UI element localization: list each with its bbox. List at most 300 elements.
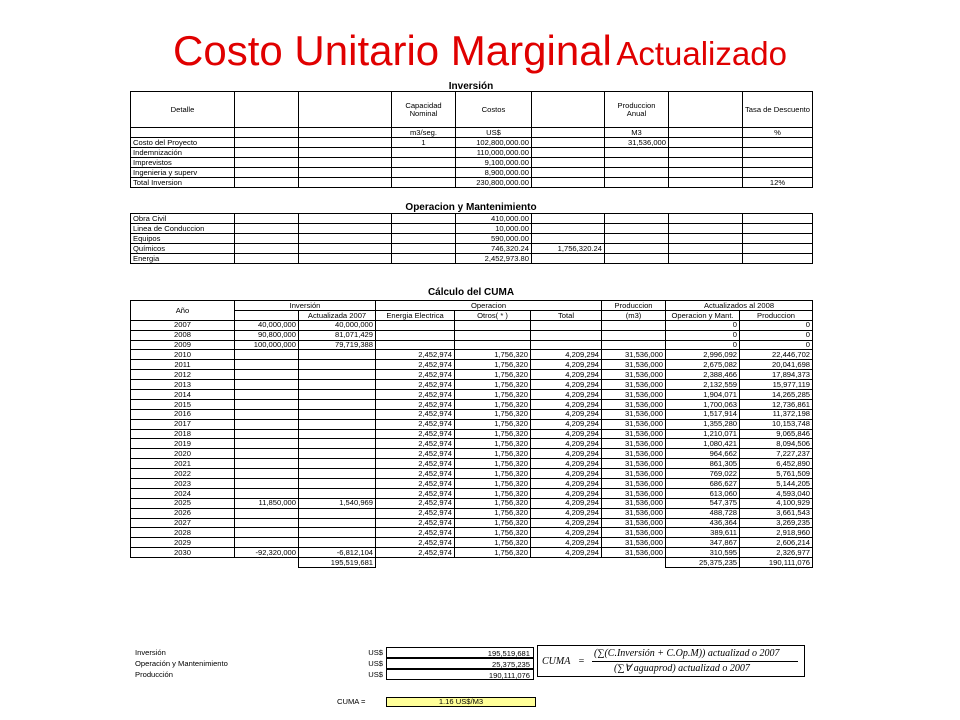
cell-year: 2012 (131, 370, 235, 380)
cost-value: 230,800,000.00 (456, 178, 532, 188)
cell-year: 2011 (131, 360, 235, 370)
cell-produccion-m3: 31,536,000 (602, 439, 666, 449)
cell-op-mant-actualizado: 1,517,914 (666, 409, 740, 419)
cell-energia: 2,452,974 (376, 479, 455, 489)
investment-header-row (131, 92, 813, 128)
cuma-row (131, 479, 813, 489)
cell-op-mant-actualizado: 347,867 (666, 538, 740, 548)
cell-year: 2028 (131, 528, 235, 538)
header-prod: Produccion (740, 310, 813, 320)
cell-produccion-m3: 31,536,000 (602, 380, 666, 390)
production-value (605, 158, 669, 168)
cell-total: 4,209,294 (531, 459, 602, 469)
cell-energia (376, 330, 455, 340)
cell-inversion-actualizada (299, 350, 376, 360)
header-anio: Año (131, 301, 235, 321)
cuma-row (131, 399, 813, 409)
cost-value: 2,452,973.80 (456, 254, 532, 264)
rate-value (743, 138, 813, 148)
cell-op-mant-actualizado: 547,375 (666, 498, 740, 508)
header-otros: Otros( * ) (455, 310, 531, 320)
cell-produccion-actualizada: 12,736,861 (740, 399, 813, 409)
header-act2007: Actualizada 2007 (299, 310, 376, 320)
extra-value (532, 234, 605, 244)
cell-year: 2022 (131, 469, 235, 479)
cell-energia: 2,452,974 (376, 498, 455, 508)
om-row (131, 234, 813, 244)
header-actualizados: Actualizados al 2008 (666, 301, 813, 311)
cell-op-mant-actualizado: 1,904,071 (666, 390, 740, 400)
cell-produccion-actualizada: 14,265,285 (740, 390, 813, 400)
cell-produccion-m3 (602, 330, 666, 340)
header-costos: Costos (456, 92, 532, 128)
cell-op-mant-actualizado: 2,996,092 (666, 350, 740, 360)
cuma-row (131, 340, 813, 350)
cell-produccion-actualizada: 0 (740, 340, 813, 350)
page-title (0, 27, 960, 74)
cell-energia: 2,452,974 (376, 360, 455, 370)
om-heading: Operacion y Mantenimiento (405, 202, 537, 213)
cell-produccion-m3: 31,536,000 (602, 498, 666, 508)
cell-inversion (235, 449, 299, 459)
cell-inversion: 90,800,000 (235, 330, 299, 340)
investment-units-row (131, 128, 813, 138)
cell-total: 4,209,294 (531, 488, 602, 498)
cell-inversion (235, 508, 299, 518)
cell-energia: 2,452,974 (376, 469, 455, 479)
formula-numerator: (∑(C.Inversión + C.Op.M)) actualizad o 2007 (594, 648, 780, 659)
cell-energia: 2,452,974 (376, 439, 455, 449)
cuma-value: 1.16 US$/M3 (386, 697, 536, 707)
cell-inversion (235, 439, 299, 449)
cuma-row (131, 459, 813, 469)
unit-tasa: % (743, 128, 813, 138)
cell-otros (455, 340, 531, 350)
cell-otros: 1,756,320 (455, 370, 531, 380)
row-label: Imprevistos (131, 158, 235, 168)
total-produccion: 190,111,076 (740, 558, 813, 568)
row-label: Obra Civil (131, 214, 235, 224)
cell-otros: 1,756,320 (455, 538, 531, 548)
cell-inversion-actualizada (299, 508, 376, 518)
cell-produccion-m3: 31,536,000 (602, 360, 666, 370)
cell-inversion-actualizada (299, 390, 376, 400)
cuma-row (131, 429, 813, 439)
cell-total (531, 330, 602, 340)
summary-unit: US$ (368, 659, 383, 668)
cell-total (531, 340, 602, 350)
formula-lhs: CUMA (542, 656, 571, 667)
investment-row (131, 138, 813, 148)
cell-otros: 1,756,320 (455, 479, 531, 489)
cell-energia: 2,452,974 (376, 538, 455, 548)
cell-op-mant-actualizado: 2,388,466 (666, 370, 740, 380)
summary-value: 190,111,076 (386, 669, 534, 680)
cell-total (531, 320, 602, 330)
cell-op-mant-actualizado: 964,662 (666, 449, 740, 459)
cell-inversion-actualizada (299, 409, 376, 419)
header-tasa: Tasa de Descuento (743, 92, 813, 128)
cell-year: 2029 (131, 538, 235, 548)
cell-produccion-m3: 31,536,000 (602, 488, 666, 498)
cell-inversion-actualizada (299, 429, 376, 439)
cell-op-mant-actualizado: 488,728 (666, 508, 740, 518)
header-operacion: Operacion (376, 301, 602, 311)
om-row (131, 254, 813, 264)
title-main: Costo Unitario Marginal (173, 27, 612, 74)
cell-produccion-actualizada: 15,977,119 (740, 380, 813, 390)
cell-produccion-actualizada: 10,153,748 (740, 419, 813, 429)
cell-otros: 1,756,320 (455, 459, 531, 469)
cell-op-mant-actualizado: 1,355,280 (666, 419, 740, 429)
capacity-value (392, 148, 456, 158)
cell-total: 4,209,294 (531, 350, 602, 360)
capacity-value: 1 (392, 138, 456, 148)
header-detalle: Detalle (131, 92, 235, 128)
total-operacion: 25,375,235 (666, 558, 740, 568)
cell-produccion-m3: 31,536,000 (602, 479, 666, 489)
cell-inversion-actualizada (299, 439, 376, 449)
cell-op-mant-actualizado: 389,611 (666, 528, 740, 538)
cell-inversion (235, 429, 299, 439)
cost-value: 110,000,000.00 (456, 148, 532, 158)
cell-total: 4,209,294 (531, 419, 602, 429)
cell-op-mant-actualizado: 861,305 (666, 459, 740, 469)
cell-inversion-actualizada (299, 449, 376, 459)
cell-produccion-m3: 31,536,000 (602, 459, 666, 469)
cell-energia: 2,452,974 (376, 370, 455, 380)
cell-produccion-actualizada: 2,918,960 (740, 528, 813, 538)
cell-inversion (235, 479, 299, 489)
cell-inversion (235, 370, 299, 380)
cell-total: 4,209,294 (531, 449, 602, 459)
cell-inversion (235, 360, 299, 370)
cell-energia: 2,452,974 (376, 350, 455, 360)
cell-produccion-actualizada: 2,606,214 (740, 538, 813, 548)
cell-energia (376, 320, 455, 330)
cell-produccion-m3: 31,536,000 (602, 538, 666, 548)
cell-total: 4,209,294 (531, 380, 602, 390)
cell-otros: 1,756,320 (455, 449, 531, 459)
cell-total: 4,209,294 (531, 469, 602, 479)
summary-value: 25,375,235 (386, 658, 534, 669)
cost-value: 102,800,000.00 (456, 138, 532, 148)
cell-inversion (235, 380, 299, 390)
cell-energia: 2,452,974 (376, 528, 455, 538)
cell-otros: 1,756,320 (455, 488, 531, 498)
cell-otros: 1,756,320 (455, 528, 531, 538)
cell-produccion-m3: 31,536,000 (602, 548, 666, 558)
cell-inversion: 40,000,000 (235, 320, 299, 330)
cell-total: 4,209,294 (531, 548, 602, 558)
header-m3: (m3) (602, 310, 666, 320)
cell-otros: 1,756,320 (455, 439, 531, 449)
cell-otros: 1,756,320 (455, 518, 531, 528)
cell-inversion: 11,850,000 (235, 498, 299, 508)
capacity-value (392, 158, 456, 168)
summary-label: Producción (135, 670, 173, 679)
cell-year: 2016 (131, 409, 235, 419)
cell-produccion-m3: 31,536,000 (602, 409, 666, 419)
cell-year: 2009 (131, 340, 235, 350)
cell-produccion-m3: 31,536,000 (602, 508, 666, 518)
cell-inversion-actualizada: 40,000,000 (299, 320, 376, 330)
cell-op-mant-actualizado: 686,627 (666, 479, 740, 489)
cell-op-mant-actualizado: 769,022 (666, 469, 740, 479)
cuma-row (131, 370, 813, 380)
production-value (605, 168, 669, 178)
cell-produccion-m3: 31,536,000 (602, 399, 666, 409)
cell-inversion (235, 399, 299, 409)
cost-value: 410,000.00 (456, 214, 532, 224)
cell-otros: 1,756,320 (455, 380, 531, 390)
cell-otros: 1,756,320 (455, 469, 531, 479)
investment-row (131, 178, 813, 188)
cuma-row (131, 419, 813, 429)
cell-produccion-actualizada: 8,094,506 (740, 439, 813, 449)
production-value (605, 178, 669, 188)
cell-year: 2024 (131, 488, 235, 498)
cuma-row (131, 360, 813, 370)
cell-inversion-actualizada: 1,540,969 (299, 498, 376, 508)
cell-otros: 1,756,320 (455, 360, 531, 370)
cell-total: 4,209,294 (531, 479, 602, 489)
cell-otros: 1,756,320 (455, 498, 531, 508)
cell-year: 2020 (131, 449, 235, 459)
cell-produccion-m3: 31,536,000 (602, 469, 666, 479)
header-total: Total (531, 310, 602, 320)
cell-year: 2021 (131, 459, 235, 469)
cell-year: 2023 (131, 479, 235, 489)
row-label: Químicos (131, 244, 235, 254)
row-label: Ingenieria y superv (131, 168, 235, 178)
cell-produccion-actualizada: 3,661,543 (740, 508, 813, 518)
cuma-row (131, 409, 813, 419)
unit-costos: US$ (456, 128, 532, 138)
cell-produccion-m3: 31,536,000 (602, 449, 666, 459)
cell-total: 4,209,294 (531, 390, 602, 400)
cell-otros: 1,756,320 (455, 409, 531, 419)
row-label: Equipos (131, 234, 235, 244)
cell-inversion (235, 518, 299, 528)
cell-inversion (235, 459, 299, 469)
cell-produccion-m3 (602, 320, 666, 330)
cell-otros (455, 320, 531, 330)
row-label: Total Inversion (131, 178, 235, 188)
cell-year: 2025 (131, 498, 235, 508)
cell-year: 2013 (131, 380, 235, 390)
cell-op-mant-actualizado: 0 (666, 320, 740, 330)
summary-unit: US$ (368, 670, 383, 679)
cell-inversion-actualizada (299, 528, 376, 538)
cell-inversion: 100,000,000 (235, 340, 299, 350)
cell-produccion-actualizada: 4,593,040 (740, 488, 813, 498)
cell-produccion-actualizada: 5,144,205 (740, 479, 813, 489)
cell-produccion-actualizada: 17,894,373 (740, 370, 813, 380)
cell-inversion-actualizada (299, 380, 376, 390)
cuma-row (131, 449, 813, 459)
row-label: Energia (131, 254, 235, 264)
om-row (131, 214, 813, 224)
cell-otros: 1,756,320 (455, 548, 531, 558)
formula-denominator: (∑∀ aguaprod) actualizad o 2007 (614, 663, 750, 674)
production-value: 31,536,000 (605, 138, 669, 148)
cell-inversion-actualizada: 81,071,429 (299, 330, 376, 340)
cell-total: 4,209,294 (531, 538, 602, 548)
header-energia: Energia Electrica (376, 310, 455, 320)
cell-produccion-m3 (602, 340, 666, 350)
summary-label: Operación y Mantenimiento (135, 659, 228, 668)
title-sub: Actualizado (616, 35, 787, 72)
cuma-row (131, 548, 813, 558)
cell-year: 2014 (131, 390, 235, 400)
cuma-row (131, 380, 813, 390)
cell-produccion-m3: 31,536,000 (602, 518, 666, 528)
cell-inversion (235, 350, 299, 360)
cell-total: 4,209,294 (531, 370, 602, 380)
cuma-row (131, 528, 813, 538)
extra-value (532, 254, 605, 264)
cell-produccion-actualizada: 11,372,198 (740, 409, 813, 419)
cell-year: 2017 (131, 419, 235, 429)
cost-value: 9,100,000.00 (456, 158, 532, 168)
rate-value: 12% (743, 178, 813, 188)
cell-energia: 2,452,974 (376, 508, 455, 518)
cuma-row (131, 469, 813, 479)
cuma-formula (537, 645, 805, 677)
cost-value: 8,900,000.00 (456, 168, 532, 178)
cuma-table (130, 300, 813, 568)
extra-value: 1,756,320.24 (532, 244, 605, 254)
cell-energia: 2,452,974 (376, 449, 455, 459)
cell-produccion-actualizada: 2,326,977 (740, 548, 813, 558)
cell-energia: 2,452,974 (376, 429, 455, 439)
investment-row (131, 148, 813, 158)
cell-inversion: -92,320,000 (235, 548, 299, 558)
capacity-value (392, 178, 456, 188)
cell-total: 4,209,294 (531, 498, 602, 508)
cell-op-mant-actualizado: 1,210,071 (666, 429, 740, 439)
cell-year: 2015 (131, 399, 235, 409)
cell-inversion (235, 469, 299, 479)
cell-produccion-actualizada: 4,100,929 (740, 498, 813, 508)
cuma-row (131, 488, 813, 498)
cell-op-mant-actualizado: 613,060 (666, 488, 740, 498)
cell-op-mant-actualizado: 1,080,421 (666, 439, 740, 449)
cell-produccion-m3: 31,536,000 (602, 528, 666, 538)
investment-row (131, 158, 813, 168)
cell-produccion-m3: 31,536,000 (602, 419, 666, 429)
investment-heading: Inversión (448, 81, 494, 92)
cell-year: 2026 (131, 508, 235, 518)
cuma-header-row-1 (131, 301, 813, 311)
cost-value: 590,000.00 (456, 234, 532, 244)
formula-fraction-bar (592, 661, 798, 662)
cell-produccion-m3: 31,536,000 (602, 370, 666, 380)
rate-value (743, 168, 813, 178)
cell-year: 2030 (131, 548, 235, 558)
cell-inversion-actualizada (299, 399, 376, 409)
cell-total: 4,209,294 (531, 518, 602, 528)
cuma-label: CUMA = (337, 697, 366, 706)
cell-produccion-actualizada: 6,452,890 (740, 459, 813, 469)
cell-inversion-actualizada (299, 360, 376, 370)
cost-value: 10,000.00 (456, 224, 532, 234)
cell-produccion-actualizada: 20,041,698 (740, 360, 813, 370)
extra-value (532, 214, 605, 224)
cell-inversion (235, 488, 299, 498)
cell-op-mant-actualizado: 2,675,082 (666, 360, 740, 370)
cell-inversion (235, 409, 299, 419)
cell-energia: 2,452,974 (376, 518, 455, 528)
cuma-row (131, 518, 813, 528)
summary-unit: US$ (368, 648, 383, 657)
om-row (131, 224, 813, 234)
header-opmant: Operacion y Mant. (666, 310, 740, 320)
om-table (130, 213, 813, 264)
production-value (605, 148, 669, 158)
cuma-row (131, 439, 813, 449)
total-inversion: 195,519,681 (299, 558, 376, 568)
unit-capacidad: m3/seg. (392, 128, 456, 138)
cell-energia: 2,452,974 (376, 459, 455, 469)
cell-year: 2007 (131, 320, 235, 330)
investment-row (131, 168, 813, 178)
cell-year: 2018 (131, 429, 235, 439)
cell-energia: 2,452,974 (376, 380, 455, 390)
cell-inversion-actualizada: -6,812,104 (299, 548, 376, 558)
cell-op-mant-actualizado: 1,700,063 (666, 399, 740, 409)
row-label: Indemnización (131, 148, 235, 158)
cell-energia: 2,452,974 (376, 488, 455, 498)
row-label: Linea de Conduccion (131, 224, 235, 234)
cell-energia (376, 340, 455, 350)
rate-value (743, 158, 813, 168)
cell-produccion-m3: 31,536,000 (602, 350, 666, 360)
cuma-row (131, 498, 813, 508)
cell-otros: 1,756,320 (455, 419, 531, 429)
formula-equals: = (578, 656, 585, 667)
investment-table (130, 91, 813, 188)
cuma-row (131, 330, 813, 340)
cell-total: 4,209,294 (531, 528, 602, 538)
cell-year: 2008 (131, 330, 235, 340)
row-label: Costo del Proyecto (131, 138, 235, 148)
cell-produccion-actualizada: 0 (740, 320, 813, 330)
capacity-value (392, 168, 456, 178)
cell-produccion-actualizada: 3,269,235 (740, 518, 813, 528)
cell-inversion (235, 538, 299, 548)
cell-energia: 2,452,974 (376, 390, 455, 400)
cell-op-mant-actualizado: 310,595 (666, 548, 740, 558)
cuma-totals-row (131, 558, 813, 568)
cell-inversion-actualizada: 79,719,388 (299, 340, 376, 350)
cell-op-mant-actualizado: 436,364 (666, 518, 740, 528)
cell-produccion-actualizada: 7,227,237 (740, 449, 813, 459)
cuma-row (131, 508, 813, 518)
cell-op-mant-actualizado: 0 (666, 340, 740, 350)
cell-otros: 1,756,320 (455, 429, 531, 439)
cuma-row (131, 538, 813, 548)
cell-produccion-actualizada: 22,446,702 (740, 350, 813, 360)
cell-energia: 2,452,974 (376, 419, 455, 429)
cell-produccion-actualizada: 0 (740, 330, 813, 340)
cell-produccion-m3: 31,536,000 (602, 390, 666, 400)
cell-inversion-actualizada (299, 370, 376, 380)
cell-otros: 1,756,320 (455, 350, 531, 360)
rate-value (743, 148, 813, 158)
cell-year: 2010 (131, 350, 235, 360)
